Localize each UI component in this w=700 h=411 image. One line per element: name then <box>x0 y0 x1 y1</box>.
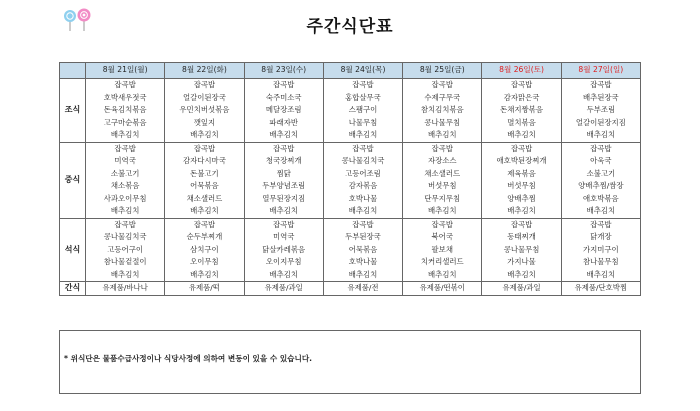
menu-item: 닭개장 <box>590 232 612 241</box>
menu-item: 고등어구이 <box>107 244 143 254</box>
menu-cell <box>323 79 402 143</box>
menu-item: 배추김치 <box>586 130 616 139</box>
menu-cell <box>403 142 482 218</box>
menu-item: 숙주미소국 <box>265 92 302 102</box>
menu-item: 잡곡밥 <box>352 143 374 153</box>
page-title: 주간식단표 <box>306 17 394 37</box>
menu-item: 홍합살무국 <box>345 92 381 102</box>
menu-item: 잡곡밥 <box>590 219 612 229</box>
menu-item: 가지나물 <box>507 257 536 266</box>
menu-cell <box>323 142 402 218</box>
menu-item: 파래자반 <box>269 117 298 127</box>
menu-item: 팔보채 <box>431 244 453 254</box>
menu-item: 두부양념조림 <box>262 181 306 190</box>
menu-item: 깻잎지 <box>193 117 216 127</box>
menu-item: 멸치볶음 <box>507 117 536 127</box>
day-header: 8월 21일(월) <box>86 63 165 79</box>
menu-item: 잡곡밥 <box>272 143 295 153</box>
menu-item: 호박나물 <box>348 193 378 203</box>
menu-item: 청국장찌개 <box>265 156 302 165</box>
menu-item: 닭살카레볶음 <box>262 244 306 254</box>
menu-item: 사과오이무침 <box>103 193 147 203</box>
menu-item: 고구마순볶음 <box>103 117 147 127</box>
menu-item: 두부된장국 <box>345 232 381 241</box>
menu-item: 배추김치 <box>190 206 219 215</box>
menu-item: 양배추찜 <box>507 193 536 203</box>
menu-item: 메달장조림 <box>265 105 302 114</box>
meal-label: 조식 <box>60 79 86 143</box>
menu-item: 채소볶음 <box>110 181 140 190</box>
menu-item: 배추김치 <box>110 269 140 279</box>
snack-cell: 유제품/과일 <box>244 282 323 296</box>
notice-box <box>59 330 641 394</box>
menu-item: 가지미구이 <box>582 244 619 254</box>
menu-cell <box>403 218 482 282</box>
menu-cell <box>482 79 561 143</box>
menu-item: 채소샐러드 <box>424 168 461 178</box>
menu-item: 잡곡밥 <box>431 219 453 229</box>
menu-item: 감자다시마국 <box>183 156 226 165</box>
menu-item: 잡곡밥 <box>114 80 136 89</box>
menu-item: 고등어조림 <box>345 168 381 178</box>
menu-cell <box>165 79 244 143</box>
meal-row <box>60 79 641 143</box>
menu-item: 배추김치 <box>427 269 457 279</box>
menu-item: 참치김치볶음 <box>420 105 464 114</box>
menu-item: 콩나물김치국 <box>341 156 385 165</box>
menu-item: 참나물겉절이 <box>103 257 147 266</box>
menu-item: 잡곡밥 <box>114 219 136 229</box>
menu-item: 삼치구이 <box>190 244 219 254</box>
menu-item: 잡곡밥 <box>590 80 612 89</box>
snack-row <box>60 282 641 296</box>
day-header: 8월 24일(목) <box>323 63 402 79</box>
menu-item: 잡곡밥 <box>431 143 453 153</box>
menu-item: 배추김치 <box>269 269 298 279</box>
menu-cell <box>165 218 244 282</box>
menu-item: 동태찌개 <box>507 232 536 241</box>
menu-item: 콩나물무침 <box>424 117 461 127</box>
menu-item: 배추김치 <box>110 130 140 139</box>
menu-item: 잡곡밥 <box>510 219 533 229</box>
menu-cell <box>482 142 561 218</box>
menu-item: 어묵볶음 <box>348 244 378 254</box>
menu-item: 채소샐러드 <box>186 193 223 203</box>
menu-item: 잡곡밥 <box>510 143 533 153</box>
menu-item: 우민치버섯볶음 <box>179 105 230 114</box>
menu-item: 배추김치 <box>269 130 298 139</box>
menu-item: 찜닭 <box>276 168 291 178</box>
menu-cell <box>244 218 323 282</box>
menu-item: 얼갈이된장국 <box>183 92 226 102</box>
menu-cell <box>244 79 323 143</box>
menu-item: 나물무침 <box>348 117 378 127</box>
menu-item: 콩나물김치국 <box>103 232 147 241</box>
day-header: 8월 22일(화) <box>165 63 244 79</box>
day-header: 8월 27일(일) <box>561 63 640 79</box>
menu-cell <box>561 79 640 143</box>
menu-item: 배추김치 <box>348 206 378 215</box>
menu-item: 제육볶음 <box>507 168 536 178</box>
meal-label: 간식 <box>60 282 86 296</box>
menu-item: 자장소스 <box>427 156 457 165</box>
menu-item: 잡곡밥 <box>193 80 216 89</box>
menu-item: 콩나물무침 <box>503 244 540 254</box>
menu-item: 배추김치 <box>507 269 536 279</box>
menu-cell <box>86 79 165 143</box>
menu-item: 두부조림 <box>586 105 616 114</box>
snack-cell: 유제품/과일 <box>482 282 561 296</box>
menu-cell <box>561 218 640 282</box>
menu-item: 돈육김치볶음 <box>103 105 147 114</box>
menu-item: 잡곡밥 <box>272 80 295 89</box>
menu-item: 스팸구이 <box>348 105 378 114</box>
menu-item: 수제구무국 <box>424 92 461 102</box>
menu-cell <box>165 142 244 218</box>
snack-cell: 유제품/전 <box>323 282 402 296</box>
menu-item: 배추김치 <box>507 130 536 139</box>
menu-item: 배추김치 <box>190 130 219 139</box>
meal-label: 석식 <box>60 218 86 282</box>
menu-item: 미역국 <box>114 156 136 165</box>
menu-item: 잡곡밥 <box>431 80 453 89</box>
menu-item: 배추김치 <box>586 269 616 279</box>
day-header: 8월 26일(토) <box>482 63 561 79</box>
snack-cell: 유제품/떡 <box>165 282 244 296</box>
menu-cell <box>482 218 561 282</box>
menu-item: 배추김치 <box>507 206 536 215</box>
menu-item: 돈채지짱볶음 <box>500 105 543 114</box>
menu-item: 버섯무침 <box>427 181 457 190</box>
menu-item: 열무된장지짐 <box>262 193 306 203</box>
menu-item: 잡곡밥 <box>352 80 374 89</box>
menu-item: 치커리샐러드 <box>420 257 464 266</box>
menu-item: 버섯무침 <box>507 181 536 190</box>
menu-item: 배추김치 <box>269 206 298 215</box>
snack-cell: 유제품/떤볶이 <box>403 282 482 296</box>
menu-item: 소불고기 <box>110 168 140 178</box>
menu-item: 배추김치 <box>427 130 457 139</box>
day-header-row <box>60 63 641 79</box>
menu-item: 잡곡밥 <box>510 80 533 89</box>
menu-item: 순두부찌개 <box>186 232 223 241</box>
menu-item: 오이무침 <box>190 257 219 266</box>
menu-item: 소불고기 <box>586 168 616 178</box>
menu-item: 배추김치 <box>348 269 378 279</box>
menu-item: 애호박볶음 <box>582 193 619 203</box>
menu-item: 단무지무침 <box>424 193 461 203</box>
menu-item: 배추된장국 <box>582 92 619 102</box>
header-corner <box>60 63 86 79</box>
menu-item: 배추김치 <box>190 269 219 279</box>
menu-item: 잡곡밥 <box>352 219 374 229</box>
menu-item: 배추김치 <box>348 130 378 139</box>
menu-item: 호박새우젓국 <box>103 92 147 102</box>
notice-text: * 위식단은 물품수급사정이나 식당사정에 의하여 변동이 있을 수 있습니다. <box>64 354 313 363</box>
menu-item: 오이지무침 <box>265 257 302 266</box>
menu-item: 감자볶음 <box>348 181 378 190</box>
menu-item: 미역국 <box>272 232 295 241</box>
weekly-menu-table <box>59 62 641 296</box>
menu-cell <box>86 218 165 282</box>
menu-item: 돈불고기 <box>190 168 219 178</box>
menu-item: 잡곡밥 <box>590 143 612 153</box>
day-header: 8월 25일(금) <box>403 63 482 79</box>
menu-item: 배추김치 <box>110 206 140 215</box>
menu-cell <box>403 79 482 143</box>
menu-item: 배추김치 <box>427 206 457 215</box>
menu-item: 얼갈이된장지짐 <box>575 117 626 127</box>
menu-cell <box>244 142 323 218</box>
menu-item: 잡곡밥 <box>114 143 136 153</box>
menu-cell <box>86 142 165 218</box>
meal-label: 중식 <box>60 142 86 218</box>
snack-cell: 유제품/단호박찜 <box>561 282 640 296</box>
day-header: 8월 23일(수) <box>244 63 323 79</box>
meal-row <box>60 142 641 218</box>
menu-item: 잡곡밥 <box>193 219 216 229</box>
menu-item: 호박나물 <box>348 257 378 266</box>
menu-item: 감자맑은국 <box>503 92 540 102</box>
menu-item: 참나물무침 <box>582 257 619 266</box>
menu-cell <box>561 142 640 218</box>
menu-item: 잡곡밥 <box>272 219 295 229</box>
menu-item: 아욱국 <box>590 156 612 165</box>
menu-item: 어묵볶음 <box>190 181 219 190</box>
meal-row <box>60 218 641 282</box>
menu-item: 애호박된장찌개 <box>496 156 547 165</box>
menu-item: 양배추찜/쌈장 <box>578 181 624 190</box>
menu-item: 잡곡밥 <box>193 143 216 153</box>
menu-cell <box>323 218 402 282</box>
menu-item: 북어국 <box>431 232 453 241</box>
menu-item: 배추김치 <box>586 206 616 215</box>
snack-cell: 유제품/바나나 <box>86 282 165 296</box>
